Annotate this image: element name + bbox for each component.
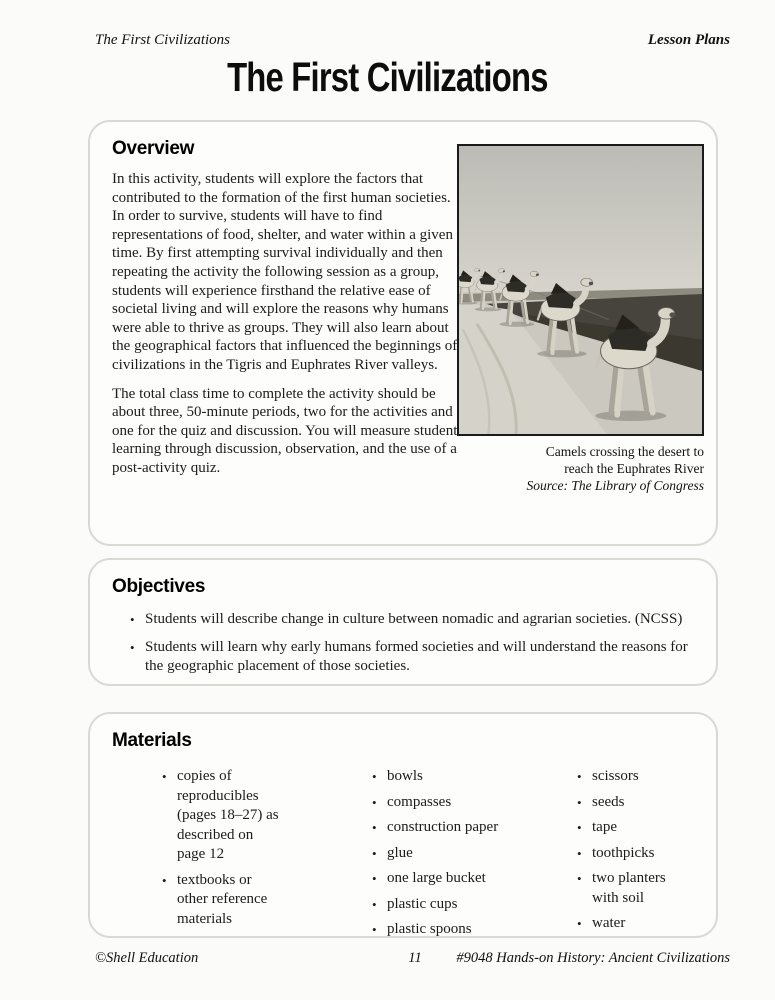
material-item: • seeds bbox=[577, 793, 695, 813]
footer-book-title: #9048 Hands-on History: Ancient Civilizations bbox=[456, 950, 730, 966]
objectives-heading: Objectives bbox=[112, 576, 206, 597]
overview-paragraph-1: In this activity, students will explore the factors that contributed to the formation of the first human societies. In order to survive, students will have to find representations of food, shelter, and water within a given time. By first attempting survival individually and then repeating the activity the following session as a group, students will experience firsthand the relative ease of societal living and will explore the reasons why humans were able to thrive as groups. They will also learn about the geographical factors that influenced the beginnings of civilizations in the Tigris and Euphrates River valleys. bbox=[112, 171, 458, 373]
photo-caption-line2: reach the Euphrates River bbox=[564, 461, 704, 476]
material-item: • copies of reproducibles (pages 18–27) as described on page 12 bbox=[162, 767, 284, 865]
material-item: • one large bucket bbox=[372, 869, 547, 889]
footer-publisher: ©Shell Education bbox=[95, 950, 199, 966]
camel-photo-figure bbox=[457, 144, 704, 494]
overview-section bbox=[88, 120, 718, 546]
photo-source: Source: The Library of Congress bbox=[526, 478, 704, 493]
materials-section bbox=[88, 712, 718, 938]
objectives-list bbox=[130, 610, 702, 685]
objective-item: • Students will learn why early humans formed societies and will understand the reasons for the geographic placement of those societies. bbox=[130, 638, 702, 677]
material-item: • bowls bbox=[372, 767, 547, 787]
material-item: • textbooks or other reference materials bbox=[162, 871, 284, 930]
materials-column-2 bbox=[372, 767, 547, 946]
material-item: • water bbox=[577, 914, 695, 934]
running-header-left: The First Civilizations bbox=[95, 32, 231, 48]
material-item: • construction paper bbox=[372, 818, 547, 838]
material-item: • plastic spoons bbox=[372, 920, 547, 940]
objective-item: • Students will describe change in culture between nomadic and agrarian societies. (NCSS) bbox=[130, 610, 702, 630]
material-item: • tape bbox=[577, 818, 695, 838]
footer-page-number: 11 bbox=[408, 950, 422, 966]
overview-heading: Overview bbox=[112, 138, 195, 159]
camel-caravan-photo bbox=[457, 144, 704, 436]
photo-caption-line1: Camels crossing the desert to bbox=[545, 444, 704, 459]
material-item: • plastic cups bbox=[372, 895, 547, 915]
material-item: • glue bbox=[372, 844, 547, 864]
material-item: • scissors bbox=[577, 767, 695, 787]
materials-column-1 bbox=[162, 767, 284, 935]
material-item: • compasses bbox=[372, 793, 547, 813]
materials-column-3 bbox=[577, 767, 695, 940]
material-item: • two planters with soil bbox=[577, 869, 695, 908]
page-title: The First Civilizations bbox=[227, 54, 548, 100]
running-header-right: Lesson Plans bbox=[647, 32, 730, 48]
overview-paragraph-2: The total class time to complete the activity should be about three, 50-minute periods, two for the activities and one for the quiz and discussion. You will measure student learning through discussion, observation, and the use of a post-activity quiz. bbox=[112, 385, 458, 476]
overview-body bbox=[112, 170, 464, 488]
objectives-section bbox=[88, 558, 718, 686]
materials-heading: Materials bbox=[112, 730, 192, 751]
material-item: • toothpicks bbox=[577, 844, 695, 864]
camel-caravan-illustration bbox=[459, 146, 702, 434]
photo-caption bbox=[457, 443, 704, 494]
